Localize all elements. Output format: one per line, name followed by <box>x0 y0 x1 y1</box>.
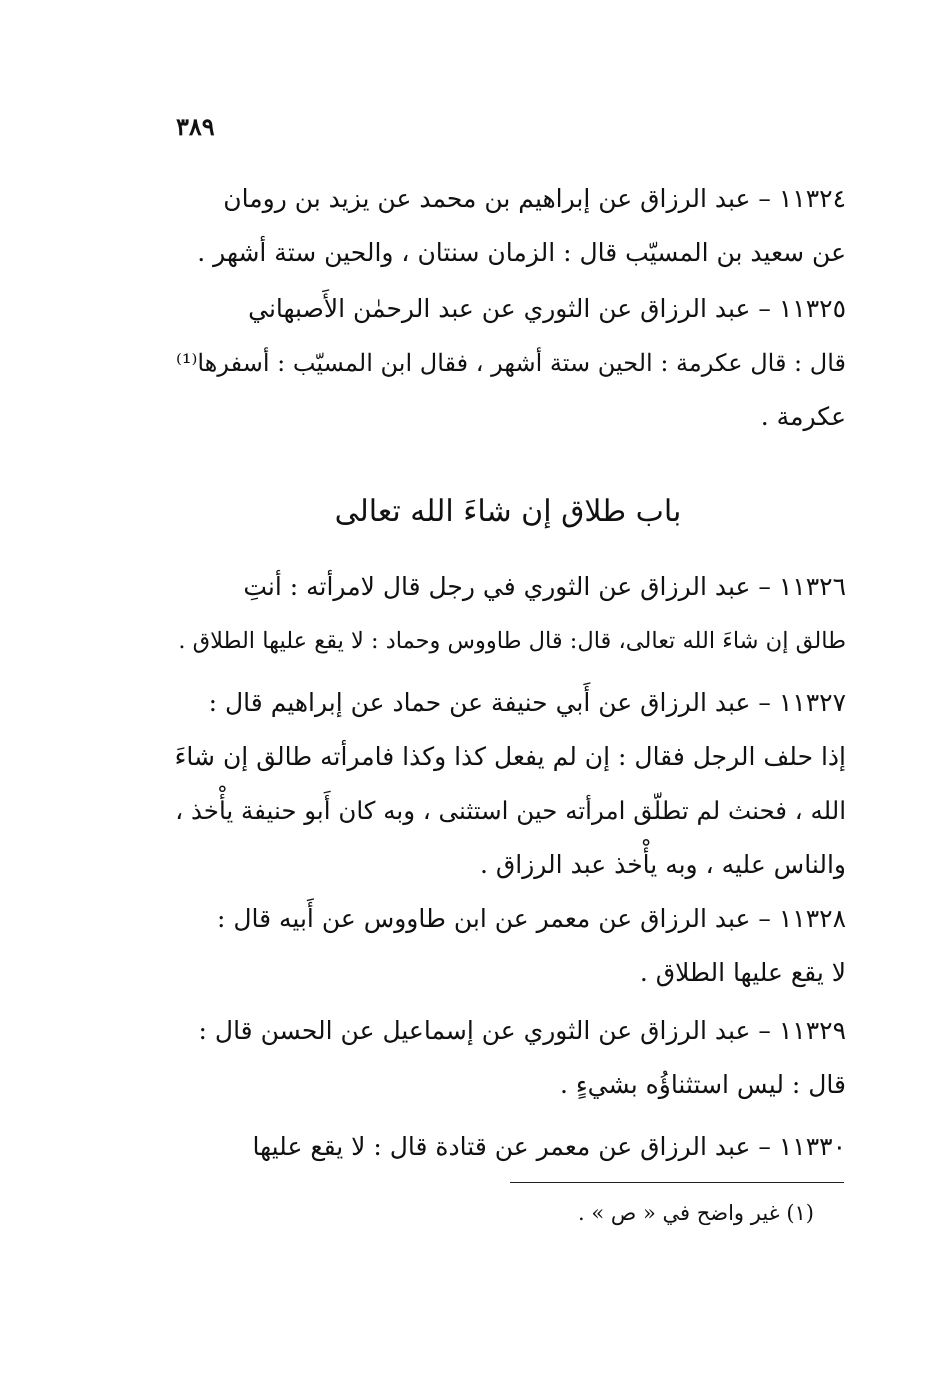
hadith-11330 <box>170 1120 846 1174</box>
hadith-line: ١١٣٣٠ – عبد الرزاق عن معمر عن قتادة قال : لا يقع عليها <box>252 1132 846 1161</box>
hadith-line: عن سعيد بن المسيّب قال : الزمان سنتان ، والحين ستة أشهر . <box>197 238 846 267</box>
hadith-11325 <box>170 282 846 444</box>
hadith-line: ١١٣٢٥ – عبد الرزاق عن الثوري عن عبد الرحمٰن الأَصبهاني <box>248 294 846 323</box>
hadith-11326 <box>170 560 846 668</box>
hadith-line: لا يقع عليها الطلاق . <box>639 958 846 987</box>
hadith-line: ١١٣٢٧ – عبد الرزاق عن أَبي حنيفة عن حماد عن إبراهيم قال : <box>208 688 846 717</box>
hadith-line: ١١٣٢٤ – عبد الرزاق عن إبراهيم بن محمد عن يزيد بن رومان <box>223 184 846 213</box>
hadith-line: والناس عليه ، وبه يأْخذ عبد الرزاق . <box>479 850 846 879</box>
hadith-line: ١١٣٢٨ – عبد الرزاق عن معمر عن ابن طاووس عن أَبيه قال : <box>216 904 846 933</box>
hadith-line: قال : ليس استثناؤُه بشيءٍ . <box>559 1070 846 1099</box>
page-number: ٣٨٩ <box>176 112 215 141</box>
hadith-11328 <box>170 892 846 1000</box>
footnote: (١) غير واضح في « ص » . <box>578 1201 814 1225</box>
hadith-line: قال : قال عكرمة : الحين ستة أشهر ، فقال ابن المسيّب : أسفرها⁽¹⁾ <box>175 349 846 377</box>
hadith-line: ١١٣٢٦ – عبد الرزاق عن الثوري في رجل قال لامرأته : أنتِ <box>243 572 846 601</box>
hadith-line: الله ، فحنث لم تطلّق امرأته حين استثنى ، وبه كان أَبو حنيفة يأْخذ ، <box>175 796 846 825</box>
hadith-line: ١١٣٢٩ – عبد الرزاق عن الثوري عن إسماعيل عن الحسن قال : <box>198 1016 846 1045</box>
hadith-line: إذا حلف الرجل فقال : إن لم يفعل كذا وكذا فامرأته طالق إن شاءَ <box>174 742 846 771</box>
hadith-11329 <box>170 1004 846 1112</box>
footnote-divider <box>510 1182 844 1183</box>
section-heading: باب طلاق إن شاءَ الله تعالى <box>334 494 682 529</box>
hadith-11327 <box>170 676 846 892</box>
hadith-line: طالق إن شاءَ الله تعالى، قال: قال طاووس وحماد : لا يقع عليها الطلاق . <box>178 628 846 654</box>
hadith-line: عكرمة . <box>760 402 846 431</box>
hadith-11324 <box>170 172 846 280</box>
